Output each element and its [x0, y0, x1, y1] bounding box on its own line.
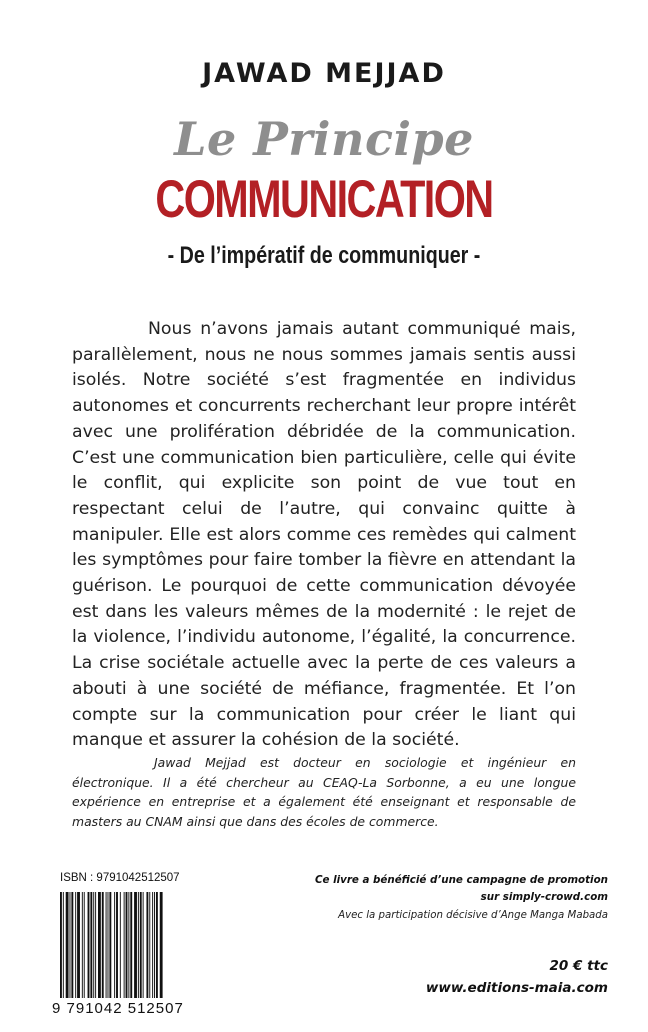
barcode-bar — [82, 892, 83, 998]
barcode-bar — [154, 892, 155, 998]
summary-block — [72, 317, 576, 754]
barcode-bar — [156, 892, 158, 998]
barcode-bar — [75, 892, 76, 998]
barcode-bar — [138, 892, 139, 998]
title-line-2: COMMUNICATION — [155, 170, 493, 229]
barcode-bar — [95, 892, 96, 998]
promo-line-2: sur simply-crowd.com — [480, 891, 608, 903]
barcode-bar — [106, 892, 107, 998]
barcode-bar — [66, 892, 69, 998]
author-bio-text: Jawad Mejjad est docteur en sociologie et ingénieur en électronique. Il a été chercheur au CEAQ-La Sorbonne, a eu une longue expérience en entreprise et a également été enseignant et responsable de masters au CNAM ainsi que dans des écoles de commerce. — [72, 755, 576, 829]
barcode-bar — [70, 892, 71, 998]
barcode-bar — [130, 892, 132, 998]
barcode-bar — [114, 892, 115, 998]
barcode-bar — [128, 892, 129, 998]
barcode-bar — [116, 892, 118, 998]
barcode-bar — [88, 892, 90, 998]
author-name: JAWAD MEJJAD — [202, 58, 446, 89]
promo-text — [308, 872, 608, 906]
barcode-bar — [160, 892, 163, 998]
barcode-bar — [60, 892, 62, 998]
promo-line-1: Ce livre a bénéficié d’une campagne de promotion — [314, 874, 608, 886]
barcode-bar — [98, 892, 101, 998]
barcode-bar — [109, 892, 111, 998]
barcode-bar — [140, 892, 142, 998]
barcode-bar — [77, 892, 80, 998]
author-bio — [72, 753, 576, 831]
isbn-label: ISBN : 9791042512507 — [60, 872, 180, 884]
publisher-website: www.editions-maia.com — [425, 980, 608, 996]
barcode-bar — [149, 892, 150, 998]
barcode-bar — [63, 892, 64, 998]
summary-paragraph: Nous n’avons jamais autant communiqué mais, parallèlement, nous ne nous sommes jamais sentis aussi isolés. Notre société s’est fragmentée en individus autonomes et concurrents recherchant leur propre intérêt avec une prolifération débridée de la communication. C’est une communication bien particulière, celle qui évite le conflit, qui explicite son point de vue tout en respectant celui de l’autre, qui convainc quitte à manipuler. Elle est alors comme ces remèdes qui calment les symptômes pour faire tomber la fièvre en attendant la guérison. Le pourquoi de cette communication dévoyée est dans les valeurs mêmes de la modernité : le rejet de la violence, l’individu autonome, l’égalité, la concurrence. La crise sociétale actuelle avec la perte de ces valeurs a abouti à une société de méfiance, fragmentée. Et l’on compte sur la communication pour créer le liant qui manque et assurer la cohésion de la société. — [72, 319, 576, 751]
barcode-bar — [126, 892, 128, 998]
barcode-image — [60, 892, 188, 998]
barcode-bar — [143, 892, 144, 998]
barcode-digits: 9 791042 512507 — [52, 1000, 184, 1017]
barcode-bar — [90, 892, 92, 998]
subtitle: - De l’impératif de communiquer - — [167, 242, 481, 269]
barcode-bar — [84, 892, 85, 998]
barcode-bar — [134, 892, 137, 998]
barcode-bar — [102, 892, 104, 998]
participation-text: Avec la participation décisive d’Ange Manga Mabada — [338, 910, 608, 921]
barcode-bar — [146, 892, 148, 998]
price: 20 € ttc — [549, 958, 608, 974]
barcode-bar — [120, 892, 121, 998]
barcode-bar — [124, 892, 125, 998]
barcode-bar — [71, 892, 73, 998]
title-line-1: Le Principe — [174, 112, 474, 166]
barcode-bar — [152, 892, 153, 998]
barcode-bar — [108, 892, 109, 998]
barcode-bar — [93, 892, 94, 998]
